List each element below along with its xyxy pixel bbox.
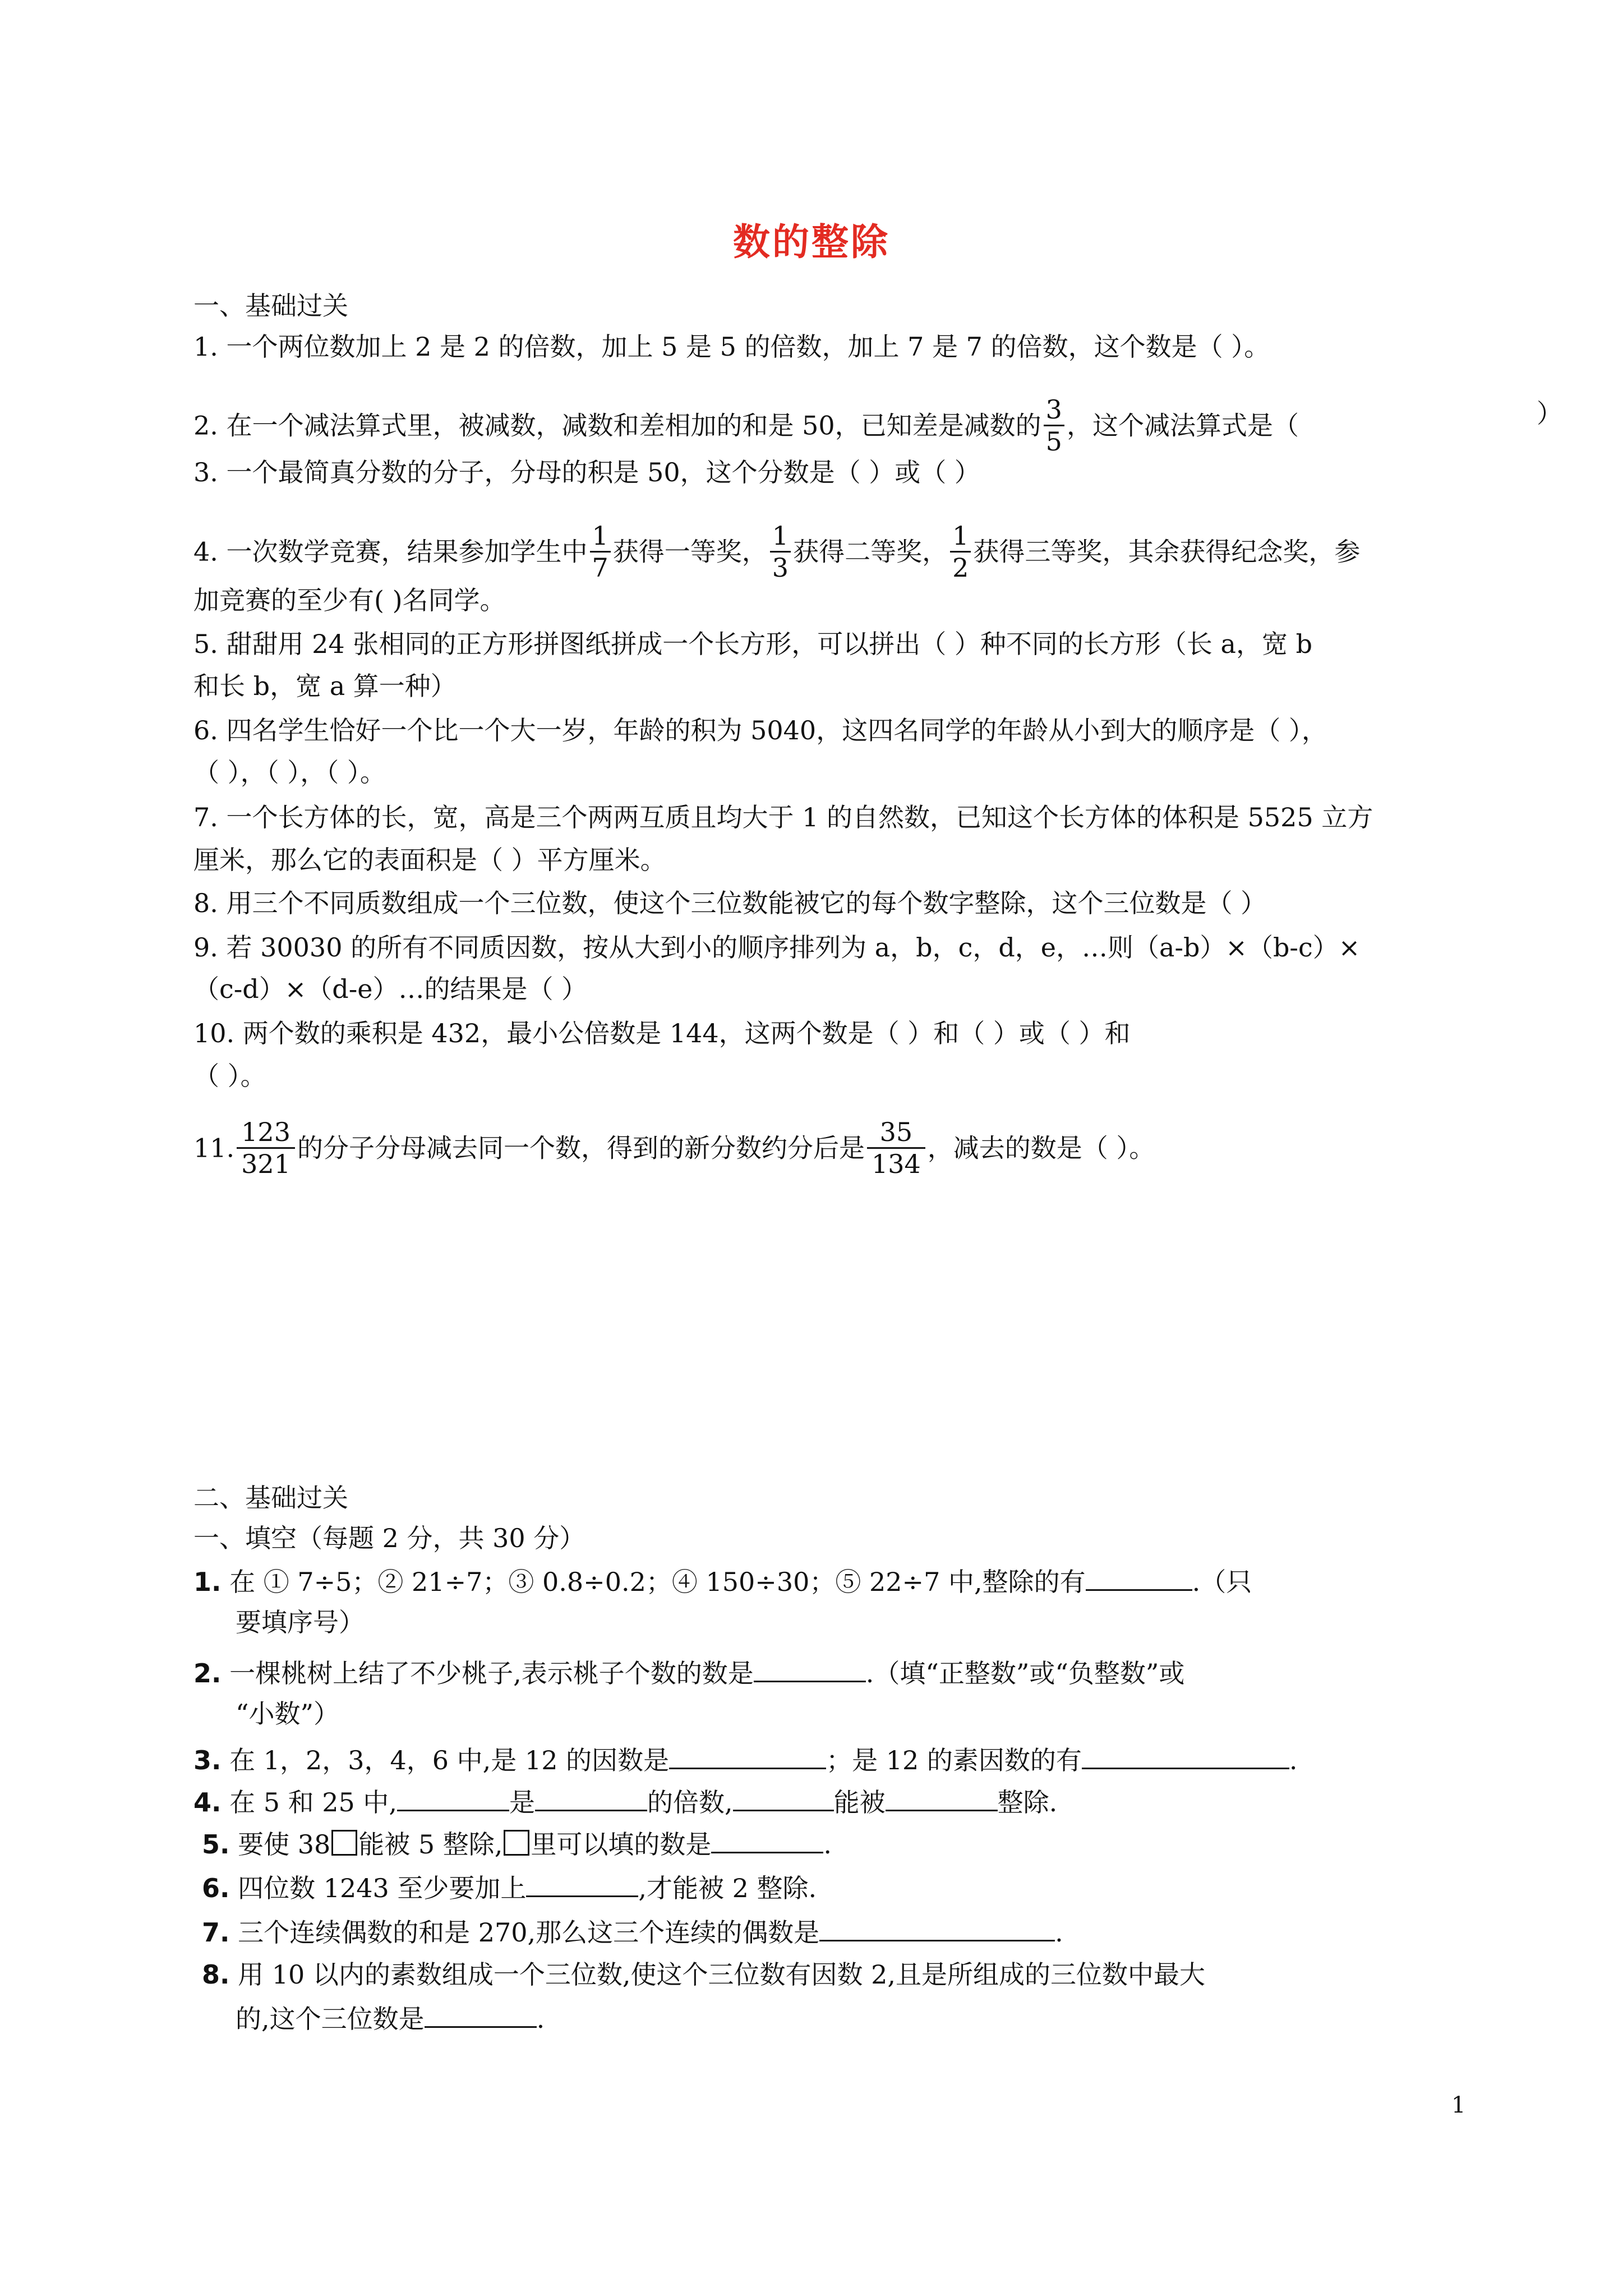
question-text-2: 是 xyxy=(509,1787,536,1818)
answer-blank[interactable] xyxy=(425,2000,537,2028)
question-8: 8. 用三个不同质数组成一个三位数，使这个三位数能被它的每个数字整除，这个三位数是（ ） xyxy=(193,888,1267,918)
question-11-text: 的分子分母减去同一个数，得到的新分数约分后是 xyxy=(297,1133,865,1163)
fill-question-7 xyxy=(202,1914,1063,1949)
fraction-denominator: 3 xyxy=(772,553,789,583)
question-text: 用 10 以内的素数组成一个三位数,使这个三位数有因数 2,且是所组成的三位数中最大 xyxy=(238,1959,1206,1990)
fill-question-1-cont: 要填序号） xyxy=(236,1607,365,1637)
digit-box[interactable] xyxy=(331,1830,357,1856)
question-4 xyxy=(193,523,1360,585)
digit-box[interactable] xyxy=(504,1830,529,1856)
question-4-text: 4. 一次数学竞赛，结果参加学生中 xyxy=(193,536,588,567)
fraction-numerator: 1 xyxy=(770,521,791,553)
question-7-cont: 厘米，那么它的表面积是（ ）平方厘米。 xyxy=(193,845,666,875)
question-5: 5. 甜甜用 24 张相同的正方形拼图纸拼成一个长方形，可以拼出（ ）种不同的长方形（长 a，宽 b xyxy=(193,629,1313,659)
fill-question-8 xyxy=(202,1958,1205,1991)
question-text-end: . xyxy=(1289,1745,1298,1775)
question-number: 3. xyxy=(193,1745,222,1775)
fraction-three-fifths xyxy=(1044,394,1064,457)
question-text: 要使 38 xyxy=(238,1829,331,1860)
question-5-cont: 和长 b，宽 a 算一种） xyxy=(193,671,457,701)
question-text-end: . xyxy=(1055,1917,1063,1948)
question-number: 2. xyxy=(193,1658,222,1688)
question-text: 三个连续偶数的和是 270,那么这三个连续的偶数是 xyxy=(238,1917,820,1948)
question-10: 10. 两个数的乘积是 432，最小公倍数是 144，这两个数是（ ）和（ ）或（ ）和 xyxy=(193,1018,1131,1048)
question-2-close-paren: ） xyxy=(1537,398,1562,429)
question-1: 1. 一个两位数加上 2 是 2 的倍数，加上 5 是 5 的倍数，加上 7 是 7 的倍数，这个数是（ ）。 xyxy=(193,332,1270,362)
question-text-end: . xyxy=(823,1829,832,1860)
fraction-denominator: 5 xyxy=(1045,426,1062,457)
question-9: 9. 若 30030 的所有不同质因数，按从大到小的顺序排列为 a，b，c，d，e，…则（a-b）×（b-c）× xyxy=(193,932,1361,963)
question-text: 在 ① 7÷5；② 21÷7；③ 0.8÷0.2；④ 150÷30；⑤ 22÷7 中,整除的有 xyxy=(229,1567,1086,1597)
page-number: 1 xyxy=(1451,2092,1466,2118)
question-text-3: 里可以填的数是 xyxy=(531,1829,712,1860)
answer-blank[interactable] xyxy=(733,1784,834,1811)
answer-blank[interactable] xyxy=(526,1870,638,1897)
question-text-3: 的倍数, xyxy=(647,1787,733,1818)
question-text-end: . xyxy=(536,2004,545,2034)
fill-question-2-cont: “小数”） xyxy=(236,1699,340,1729)
section2-subheading: 一、填空（每题 2 分，共 30 分） xyxy=(193,1523,585,1553)
fraction-numerator: 35 xyxy=(867,1117,925,1149)
question-text-2: ；是 12 的素因数的有 xyxy=(826,1745,1082,1775)
question-number: 6. xyxy=(202,1873,230,1903)
fill-question-8-cont xyxy=(236,2000,545,2036)
fraction-numerator: 123 xyxy=(237,1117,295,1149)
question-2-text: 2. 在一个减法算式里，被减数，减数和差相加的和是 50，已知差是减数的 xyxy=(193,410,1041,441)
question-text: 一棵桃树上结了不少桃子,表示桃子个数的数是 xyxy=(229,1658,754,1688)
question-text: 在 1，2，3，4，6 中,是 12 的因数是 xyxy=(229,1745,670,1775)
question-4-cont: 加竞赛的至少有( )名同学。 xyxy=(193,585,506,615)
fill-question-2 xyxy=(193,1655,1184,1690)
question-11 xyxy=(193,1119,1155,1181)
question-number: 8. xyxy=(202,1959,230,1990)
answer-blank[interactable] xyxy=(397,1784,509,1811)
fraction-35-134 xyxy=(867,1117,925,1179)
fill-question-5 xyxy=(202,1826,832,1861)
fraction-numerator: 1 xyxy=(950,521,971,553)
question-number: 4. xyxy=(193,1787,222,1818)
question-2-text-end: ，这个减法算式是（ xyxy=(1066,410,1299,441)
fraction-denominator: 2 xyxy=(952,553,969,583)
question-11-label: 11. xyxy=(193,1133,235,1163)
question-4-text-2: 获得一等奖， xyxy=(612,536,768,567)
fraction-one-half xyxy=(950,521,971,583)
section2-heading: 二、基础过关 xyxy=(193,1483,348,1513)
question-number: 1. xyxy=(193,1567,222,1597)
fraction-denominator: 134 xyxy=(871,1149,921,1179)
question-4-text-3: 获得二等奖， xyxy=(793,536,948,567)
question-text-2: 的,这个三位数是 xyxy=(236,2004,425,2034)
answer-blank[interactable] xyxy=(1086,1563,1192,1591)
question-11-text-end: ，减去的数是（ ）。 xyxy=(927,1133,1155,1163)
question-9-cont: （c-d）×（d-e）…的结果是（ ） xyxy=(193,974,588,1004)
fill-question-1 xyxy=(193,1563,1252,1599)
question-text: 四位数 1243 至少要加上 xyxy=(238,1873,527,1903)
question-text-end: .（填“正整数”或“负整数”或 xyxy=(865,1658,1185,1688)
question-2 xyxy=(193,394,1299,459)
question-text: 在 5 和 25 中, xyxy=(229,1787,398,1818)
fill-question-3 xyxy=(193,1742,1298,1777)
fraction-numerator: 3 xyxy=(1044,394,1064,426)
question-10-cont: （ ）。 xyxy=(193,1061,266,1091)
answer-blank[interactable] xyxy=(711,1826,823,1853)
answer-blank[interactable] xyxy=(535,1784,647,1811)
fraction-123-321 xyxy=(237,1117,295,1179)
fill-question-4 xyxy=(193,1784,1057,1819)
fraction-denominator: 321 xyxy=(241,1149,291,1179)
question-7: 7. 一个长方体的长，宽，高是三个两两互质且均大于 1 的自然数，已知这个长方体的体积是 5525 立方 xyxy=(193,802,1373,832)
answer-blank[interactable] xyxy=(886,1784,998,1811)
question-text-4: 能被 xyxy=(833,1787,886,1818)
answer-blank[interactable] xyxy=(754,1655,866,1682)
answer-blank[interactable] xyxy=(819,1914,1055,1941)
fraction-denominator: 7 xyxy=(592,553,608,583)
answer-blank[interactable] xyxy=(1082,1742,1289,1769)
fraction-numerator: 1 xyxy=(590,521,611,553)
question-text-end: .（只 xyxy=(1192,1567,1252,1597)
question-number: 7. xyxy=(202,1917,230,1948)
question-text-end: ,才能被 2 整除. xyxy=(638,1873,817,1903)
fraction-one-third xyxy=(770,521,791,583)
question-4-text-4: 获得三等奖，其余获得纪念奖，参 xyxy=(973,536,1361,567)
fraction-one-seventh xyxy=(590,521,611,583)
fill-question-6 xyxy=(202,1870,817,1905)
question-6-cont: （ ），（ ），（ ）。 xyxy=(193,757,386,788)
question-number: 5. xyxy=(202,1829,230,1860)
question-6: 6. 四名学生恰好一个比一个大一岁，年龄的积为 5040，这四名同学的年龄从小到大的顺序是（ ）， xyxy=(193,715,1327,746)
question-text-2: 能被 5 整除, xyxy=(358,1829,503,1860)
question-text-end: 整除. xyxy=(997,1787,1058,1818)
answer-blank[interactable] xyxy=(669,1742,826,1769)
section1-heading: 一、基础过关 xyxy=(193,291,348,321)
question-3: 3. 一个最简真分数的分子，分母的积是 50，这个分数是（ ）或（ ） xyxy=(193,457,980,487)
page-title: 数的整除 xyxy=(733,220,890,264)
